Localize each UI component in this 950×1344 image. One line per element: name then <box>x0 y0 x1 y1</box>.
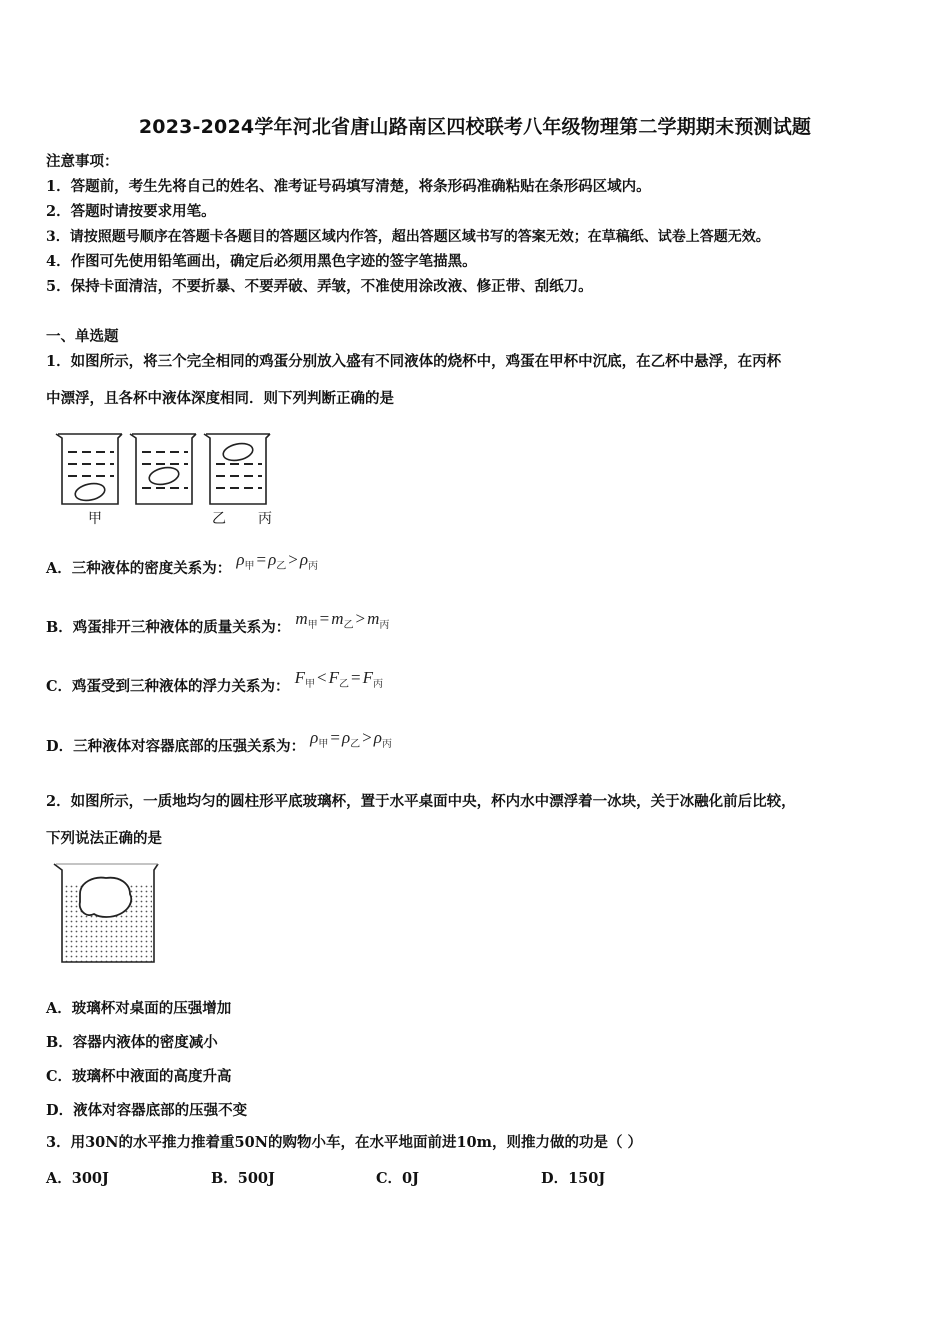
formula: $F_甲 < F_乙 = F_丙$ <box>294 668 383 690</box>
q2-glass-ice-figure <box>50 860 160 970</box>
q2-stem-line1: 2．如图所示，一质地均匀的圆柱形平底玻璃杯，置于水平桌面中央，杯内水中漂浮着一冰块，关于冰融化前后比较， <box>46 793 796 810</box>
formula: $\rho_甲 = \rho_乙 > \rho_丙$ <box>236 550 319 572</box>
q1-beakers-figure <box>52 428 282 528</box>
egg-floating <box>222 441 255 463</box>
q1-option-c[interactable]: C．鸡蛋受到三种液体的浮力关系为： $F_甲 < F_乙 = F_丙$ <box>46 668 383 695</box>
q2-option-c[interactable]: C．玻璃杯中液面的高度升高 <box>46 1068 232 1085</box>
fig-label-yi: 乙 <box>212 511 226 527</box>
q2-option-d[interactable]: D．液体对容器底部的压强不变 <box>46 1102 248 1119</box>
page-title: 2023-2024学年河北省唐山路南区四校联考八年级物理第二学期期末预测试题 <box>138 116 812 138</box>
q3-stem: 3．用30N的水平推力推着重50N的购物小车，在水平地面前进10m，则推力做的功是（ ） <box>46 1134 643 1151</box>
notice-item: 3．请按照题号顺序在答题卡各题目的答题区域内作答，超出答题区域书写的答案无效；在草稿纸、试卷上答题无效。 <box>46 229 770 245</box>
q1-stem-line2: 中漂浮，且各杯中液体深度相同．则下列判断正确的是 <box>46 390 394 407</box>
formula: $m_甲 = m_乙 > m_丙$ <box>295 609 390 631</box>
notice-item: 2．答题时请按要求用笔。 <box>46 203 216 220</box>
notice-heading: 注意事项： <box>46 153 119 170</box>
q1-option-d[interactable]: D．三种液体对容器底部的压强关系为： $\rho_甲 = \rho_乙 > \rho_丙$ <box>46 728 392 755</box>
notice-item: 1．答题前，考生先将自己的姓名、准考证号码填写清楚，将条形码准确粘贴在条形码区域内。 <box>46 178 651 195</box>
q1-stem-line1: 1．如图所示，将三个完全相同的鸡蛋分别放入盛有不同液体的烧杯中，鸡蛋在甲杯中沉底，在乙杯中悬浮，在丙杯 <box>46 353 782 370</box>
egg-suspended <box>148 465 181 487</box>
q1-option-b[interactable]: B．鸡蛋排开三种液体的质量关系为： $m_甲 = m_乙 > m_丙$ <box>46 609 390 636</box>
formula: $\rho_甲 = \rho_乙 > \rho_丙$ <box>310 728 392 750</box>
q3-option-d[interactable]: D．150J <box>541 1170 606 1187</box>
q1-option-a[interactable]: A．三种液体的密度关系为： $\rho_甲 = \rho_乙 > \rho_丙$ <box>46 550 319 577</box>
q2-stem-line2: 下列说法正确的是 <box>46 830 162 847</box>
q3-option-b[interactable]: B．500J <box>211 1170 275 1187</box>
q3-option-c[interactable]: C．0J <box>376 1170 419 1187</box>
fig-label-bing: 丙 <box>258 511 272 527</box>
egg-sunk <box>74 481 107 503</box>
section-heading: 一、单选题 <box>46 328 119 345</box>
notice-item: 4．作图可先使用铅笔画出，确定后必须用黑色字迹的签字笔描黑。 <box>46 253 477 270</box>
q3-option-a[interactable]: A．300J <box>46 1170 109 1187</box>
notice-item: 5．保持卡面清洁，不要折暴、不要弄破、弄皱，不准使用涂改液、修正带、刮纸刀。 <box>46 278 593 295</box>
q2-option-a[interactable]: A．玻璃杯对桌面的压强增加 <box>46 1000 232 1017</box>
ice-block <box>80 878 132 917</box>
fig-label-jia: 甲 <box>88 511 102 527</box>
q2-option-b[interactable]: B．容器内液体的密度减小 <box>46 1034 218 1051</box>
